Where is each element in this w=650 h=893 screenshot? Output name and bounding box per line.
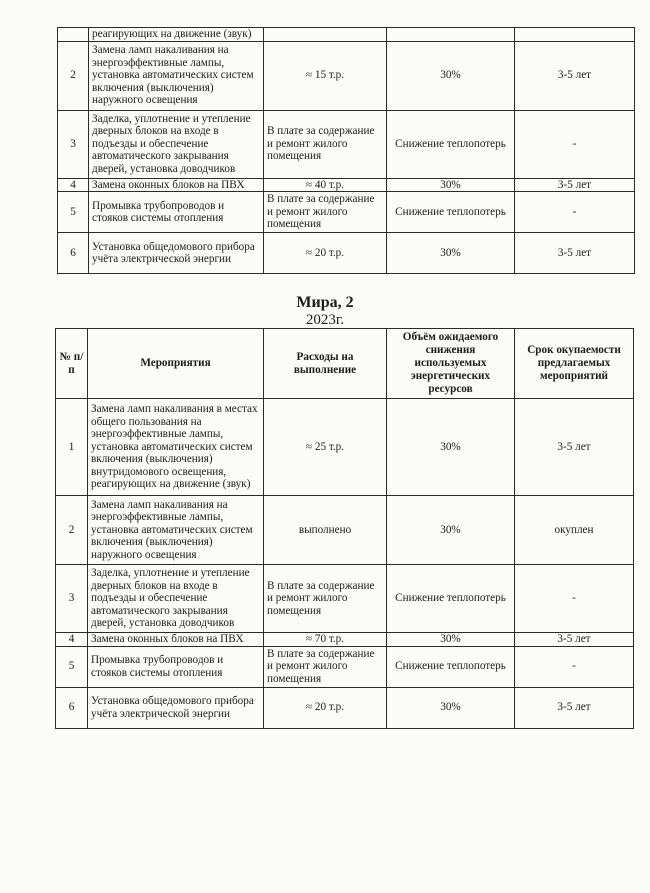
- measure-cell: Установка общедомового прибора учёта электрической энергии: [88, 687, 264, 728]
- header-num: № п/п: [56, 329, 88, 399]
- payback-cell: окуплен: [515, 496, 634, 565]
- measure-cell: Замена ламп накаливания в местах общего пользования на энергоэффективные лампы, установка автоматических систем включения (выключения) внутридомового освещения, реагирующих на движение (звук): [88, 399, 264, 496]
- reduction-cell: 30%: [387, 687, 515, 728]
- table-row: [56, 399, 634, 496]
- cost-cell: ≈ 15 т.р.: [264, 41, 387, 110]
- table-row: [56, 565, 634, 633]
- row-number: [58, 28, 89, 42]
- reduction-cell: 30%: [387, 633, 515, 647]
- table-row: [58, 233, 635, 274]
- cost-cell: ≈ 70 т.р.: [264, 633, 387, 647]
- payback-cell: [515, 28, 635, 42]
- cost-cell: В плате за содержание и ремонт жилого помещения: [264, 110, 387, 178]
- cost-cell: [264, 28, 387, 42]
- table-row: [58, 110, 635, 178]
- top-table-continuation: [57, 27, 635, 274]
- cost-cell: В плате за содержание и ремонт жилого помещения: [264, 646, 387, 687]
- cost-cell: ≈ 20 т.р.: [264, 233, 387, 274]
- cost-cell: В плате за содержание и ремонт жилого помещения: [264, 192, 387, 233]
- reduction-cell: Снижение теплопотерь: [387, 646, 515, 687]
- measure-cell: Замена ламп накаливания на энергоэффективные лампы, установка автоматических систем включения (выключения) наружного освещения: [89, 41, 264, 110]
- table-row: [56, 687, 634, 728]
- payback-cell: 3-5 лет: [515, 633, 634, 647]
- table-row: [58, 28, 635, 42]
- cost-cell: ≈ 25 т.р.: [264, 399, 387, 496]
- table-row: [58, 192, 635, 233]
- row-number: 6: [58, 233, 89, 274]
- row-number: 4: [58, 178, 89, 192]
- measure-cell: Замена ламп накаливания на энергоэффективные лампы, установка автоматических систем включения (выключения) наружного освещения: [88, 496, 264, 565]
- row-number: 6: [56, 687, 88, 728]
- measure-cell: Замена оконных блоков на ПВХ: [89, 178, 264, 192]
- reduction-cell: Снижение теплопотерь: [387, 565, 515, 633]
- payback-cell: -: [515, 565, 634, 633]
- payback-cell: 3-5 лет: [515, 399, 634, 496]
- row-number: 3: [58, 110, 89, 178]
- row-number: 5: [56, 646, 88, 687]
- measure-cell: Заделка, уплотнение и утепление дверных блоков на входе в подъезды и обеспечение автоматического закрывания дверей, установка доводчиков: [88, 565, 264, 633]
- measure-cell: Замена оконных блоков на ПВХ: [88, 633, 264, 647]
- payback-cell: -: [515, 646, 634, 687]
- measure-cell: Установка общедомового прибора учёта электрической энергии: [89, 233, 264, 274]
- section-title: Мира, 2: [296, 294, 354, 311]
- payback-cell: 3-5 лет: [515, 178, 635, 192]
- header-reduction: Объём ожидаемого снижения используемых энергетических ресурсов: [387, 329, 515, 399]
- row-number: 2: [56, 496, 88, 565]
- header-payback: Срок окупаемости предлагаемых мероприятий: [515, 329, 634, 399]
- reduction-cell: 30%: [387, 399, 515, 496]
- reduction-cell: [387, 28, 515, 42]
- measure-cell: Промывка трубопроводов и стояков системы отопления: [88, 646, 264, 687]
- cost-cell: ≈ 20 т.р.: [264, 687, 387, 728]
- payback-cell: 3-5 лет: [515, 233, 635, 274]
- payback-cell: -: [515, 110, 635, 178]
- header-measure: Мероприятия: [88, 329, 264, 399]
- reduction-cell: 30%: [387, 41, 515, 110]
- payback-cell: -: [515, 192, 635, 233]
- measure-cell: реагирующих на движение (звук): [89, 28, 264, 42]
- cost-cell: выполнено: [264, 496, 387, 565]
- payback-cell: 3-5 лет: [515, 41, 635, 110]
- measures-table: [55, 328, 634, 729]
- reduction-cell: 30%: [387, 496, 515, 565]
- cost-cell: ≈ 40 т.р.: [264, 178, 387, 192]
- measure-cell: Промывка трубопроводов и стояков системы отопления: [89, 192, 264, 233]
- row-number: 5: [58, 192, 89, 233]
- reduction-cell: Снижение теплопотерь: [387, 110, 515, 178]
- table-row: [58, 41, 635, 110]
- row-number: 2: [58, 41, 89, 110]
- header-cost: Расходы на выполнение: [264, 329, 387, 399]
- row-number: 1: [56, 399, 88, 496]
- cost-cell: В плате за содержание и ремонт жилого помещения: [264, 565, 387, 633]
- table-row: [58, 178, 635, 192]
- row-number: 4: [56, 633, 88, 647]
- reduction-cell: 30%: [387, 233, 515, 274]
- table-row: [56, 496, 634, 565]
- reduction-cell: 30%: [387, 178, 515, 192]
- table-header-row: [56, 329, 634, 399]
- table-row: [56, 633, 634, 647]
- row-number: 3: [56, 565, 88, 633]
- measure-cell: Заделка, уплотнение и утепление дверных блоков на входе в подъезды и обеспечение автоматического закрывания дверей, установка доводчиков: [89, 110, 264, 178]
- section-year: 2023г.: [305, 312, 345, 328]
- payback-cell: 3-5 лет: [515, 687, 634, 728]
- reduction-cell: Снижение теплопотерь: [387, 192, 515, 233]
- table-row: [56, 646, 634, 687]
